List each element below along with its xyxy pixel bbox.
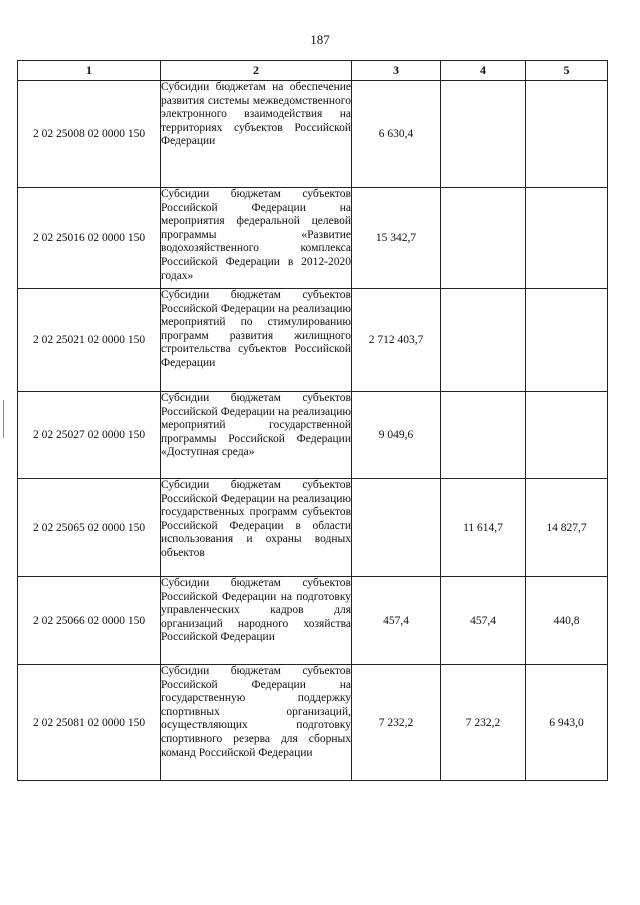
amount-col3: 9 049,6 bbox=[352, 392, 441, 479]
header-col-5: 5 bbox=[526, 61, 608, 81]
amount-col5 bbox=[526, 289, 608, 392]
header-col-3: 3 bbox=[352, 61, 441, 81]
table-row bbox=[18, 479, 608, 577]
subsidy-name: Субсидии бюджетам субъектов Российской Федерации на реализацию государственных программ субъектов Российской Федерации в области использования и охраны водных объектов bbox=[161, 479, 352, 577]
amount-col4: 457,4 bbox=[441, 577, 526, 665]
subsidy-name: Субсидии бюджетам субъектов Российской Федерации на реализацию мероприятий государственной программы Российской Федерации «Доступная среда» bbox=[161, 392, 352, 479]
amount-col3: 6 630,4 bbox=[352, 81, 441, 188]
table-row bbox=[18, 81, 608, 188]
amount-col4 bbox=[441, 392, 526, 479]
amount-col3 bbox=[352, 479, 441, 577]
header-col-1: 1 bbox=[18, 61, 161, 81]
amount-col5 bbox=[526, 81, 608, 188]
amount-col4: 7 232,2 bbox=[441, 665, 526, 781]
amount-col3: 2 712 403,7 bbox=[352, 289, 441, 392]
amount-col3: 15 342,7 bbox=[352, 188, 441, 289]
scan-mark bbox=[3, 400, 4, 438]
page-number: 187 bbox=[310, 32, 330, 47]
budget-code: 2 02 25021 02 0000 150 bbox=[18, 289, 161, 392]
amount-col5: 6 943,0 bbox=[526, 665, 608, 781]
budget-table bbox=[17, 60, 608, 781]
amount-col4 bbox=[441, 289, 526, 392]
budget-code: 2 02 25081 02 0000 150 bbox=[18, 665, 161, 781]
subsidy-name: Субсидии бюджетам субъектов Российской Федерации на мероприятия федеральной целевой программы «Развитие водохозяйственного комплекса Российской Федерации в 2012-2020 годах» bbox=[161, 188, 352, 289]
budget-code: 2 02 25008 02 0000 150 bbox=[18, 81, 161, 188]
table-row bbox=[18, 665, 608, 781]
amount-col4 bbox=[441, 188, 526, 289]
subsidy-name: Субсидии бюджетам субъектов Российской Федерации на подготовку управленческих кадров для организаций народного хозяйства Российской Федерации bbox=[161, 577, 352, 665]
table-row bbox=[18, 289, 608, 392]
amount-col4 bbox=[441, 81, 526, 188]
amount-col3: 457,4 bbox=[352, 577, 441, 665]
budget-code: 2 02 25016 02 0000 150 bbox=[18, 188, 161, 289]
table-header-row bbox=[18, 61, 608, 81]
amount-col3: 7 232,2 bbox=[352, 665, 441, 781]
amount-col5 bbox=[526, 392, 608, 479]
table-row bbox=[18, 392, 608, 479]
amount-col4: 11 614,7 bbox=[441, 479, 526, 577]
table-row bbox=[18, 577, 608, 665]
subsidy-name: Субсидии бюджетам субъектов Российской Федерации на государственную поддержку спортивных организаций, осуществляющих подготовку спортивного резерва для сборных команд Российской Федерации bbox=[161, 665, 352, 781]
amount-col5: 440,8 bbox=[526, 577, 608, 665]
table-row bbox=[18, 188, 608, 289]
header-col-4: 4 bbox=[441, 61, 526, 81]
subsidy-name: Субсидии бюджетам на обеспечение развития системы межведомственного электронного взаимодействия на территориях субъектов Российской Федерации bbox=[161, 81, 352, 188]
budget-code: 2 02 25065 02 0000 150 bbox=[18, 479, 161, 577]
amount-col5: 14 827,7 bbox=[526, 479, 608, 577]
amount-col5 bbox=[526, 188, 608, 289]
budget-code: 2 02 25066 02 0000 150 bbox=[18, 577, 161, 665]
header-col-2: 2 bbox=[161, 61, 352, 81]
subsidy-name: Субсидии бюджетам субъектов Российской Федерации на реализацию мероприятий по стимулированию программ развития жилищного строительства субъектов Российской Федерации bbox=[161, 289, 352, 392]
budget-code: 2 02 25027 02 0000 150 bbox=[18, 392, 161, 479]
